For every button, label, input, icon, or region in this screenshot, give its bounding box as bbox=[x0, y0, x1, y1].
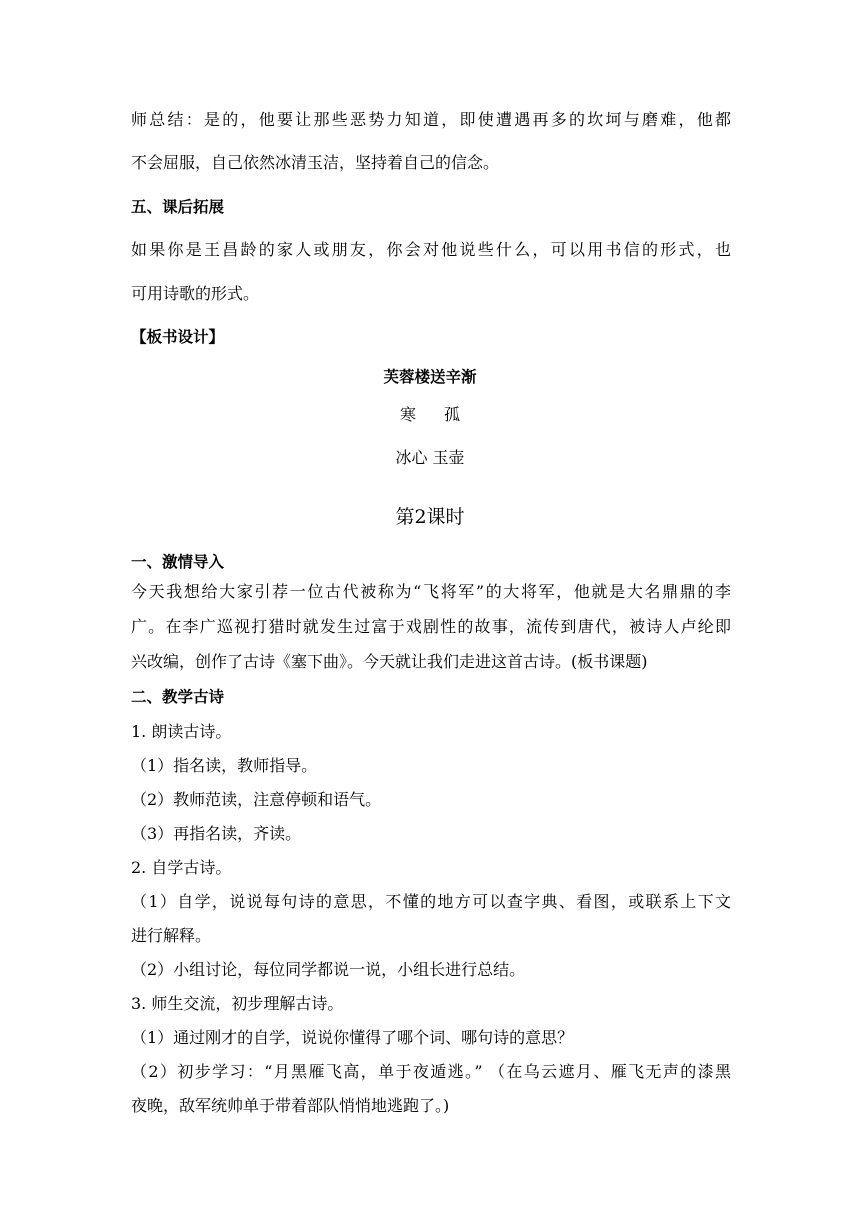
step-3-a: （1）通过刚才的自学，说说你懂得了哪个词、哪句诗的意思？ bbox=[131, 1028, 574, 1047]
intro-line-3: 兴改编，创作了古诗《塞下曲》。今天就让我们走进这首古诗。(板书课题) bbox=[131, 652, 648, 671]
extension-line-2: 可用诗歌的形式。 bbox=[131, 284, 260, 303]
step-2-b: （2）小组讨论，每位同学都说一说，小组长进行总结。 bbox=[131, 960, 526, 979]
board-words-row-1 bbox=[0, 404, 860, 426]
step-3: 3. 师生交流，初步理解古诗。 bbox=[131, 994, 344, 1013]
board-word-cold: 寒 bbox=[399, 405, 416, 424]
board-design-heading: 【板书设计】 bbox=[131, 328, 225, 346]
step-3-b-line-1: （2）初步学习：“月黑雁飞高，单于夜遁逃。” （在乌云遮月、雁飞无声的漆黑 bbox=[131, 1062, 731, 1081]
step-1: 1. 朗读古诗。 bbox=[131, 722, 232, 741]
step-1-b: （2）教师范读，注意停顿和语气。 bbox=[131, 790, 382, 809]
section-heading-intro: 一、激情导入 bbox=[131, 553, 225, 571]
section-heading-extension: 五、课后拓展 bbox=[131, 198, 225, 216]
step-2-a-line-1: （1）自学，说说每句诗的意思，不懂的地方可以查字典、看图，或联系上下文 bbox=[131, 892, 731, 911]
step-2: 2. 自学古诗。 bbox=[131, 858, 232, 877]
board-words-row-2: 冰心 玉壶 bbox=[395, 448, 465, 467]
section-heading-teaching: 二、教学古诗 bbox=[131, 688, 225, 706]
intro-line-1: 今天我想给大家引荐一位古代被称为“飞将军”的大将军，他就是大名鼎鼎的李 bbox=[131, 582, 731, 601]
intro-line-2: 广。在李广巡视打猎时就发生过富于戏剧性的故事，流传到唐代，被诗人卢纶即 bbox=[131, 617, 731, 636]
step-1-a: （1）指名读，教师指导。 bbox=[131, 756, 318, 775]
extension-line-1: 如果你是王昌龄的家人或朋友，你会对他说些什么，可以用书信的形式，也 bbox=[131, 240, 731, 259]
lesson-title: 第2课时 bbox=[395, 506, 465, 528]
step-3-b-line-2: 夜晚，敌军统帅单于带着部队悄悄地逃跑了。) bbox=[131, 1096, 450, 1115]
board-word-lonely: 孤 bbox=[444, 405, 461, 424]
step-2-a-line-2: 进行解释。 bbox=[131, 926, 212, 945]
summary-line-2: 不会屈服，自己依然冰清玉洁，坚持着自己的信念。 bbox=[131, 153, 500, 172]
board-poem-title: 芙蓉楼送辛渐 bbox=[383, 368, 477, 386]
step-1-c: （3）再指名读，齐读。 bbox=[131, 824, 302, 843]
summary-line-1: 师总结：是的，他要让那些恶势力知道，即使遭遇再多的坎坷与磨难，他都 bbox=[131, 110, 731, 129]
